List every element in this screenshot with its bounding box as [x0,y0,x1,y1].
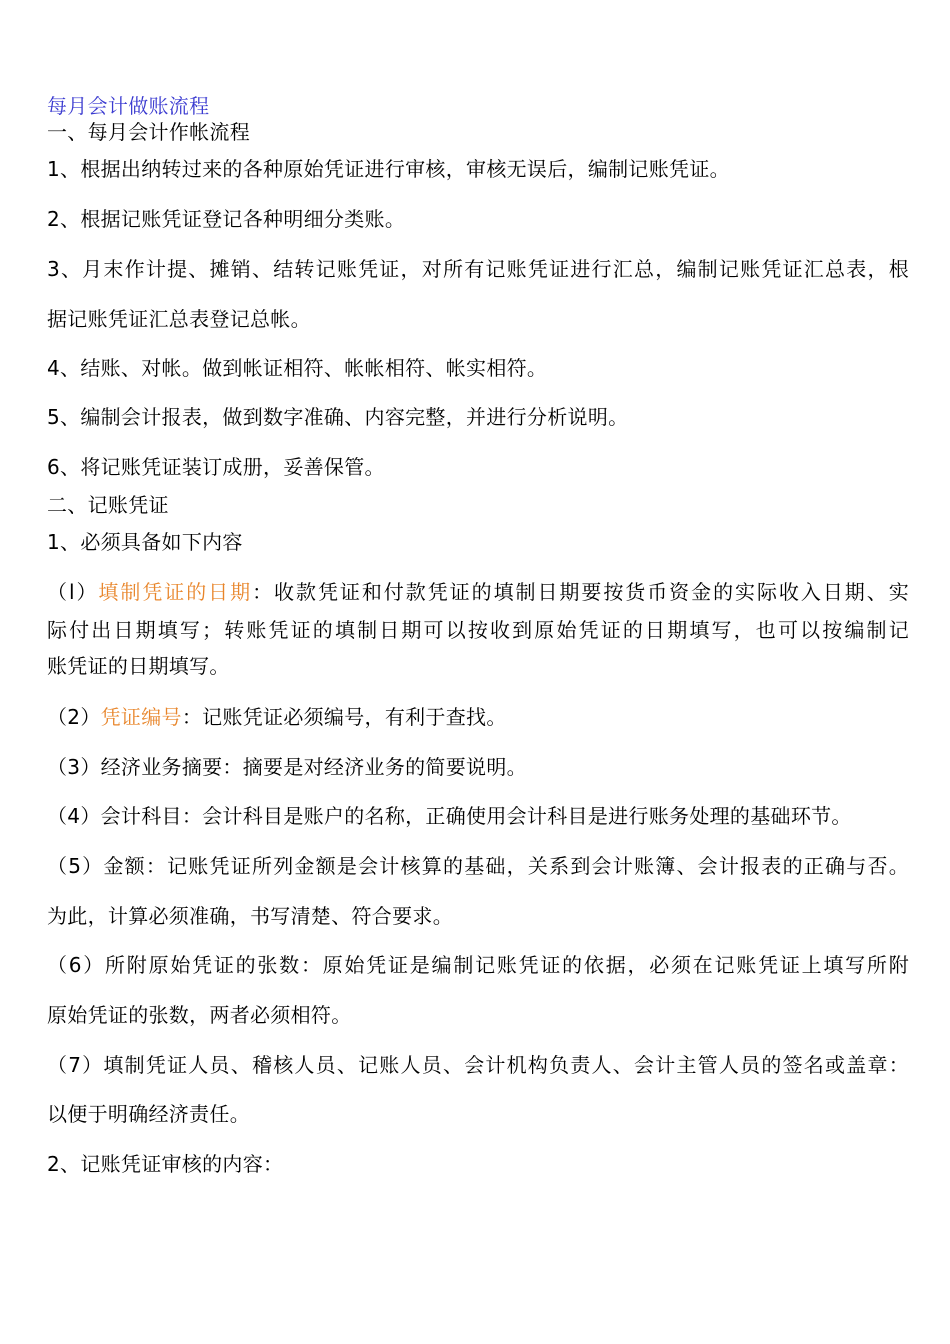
list-item-5: 5、编制会计报表，做到数字准确、内容完整，并进行分析说明。 [47,405,629,429]
paragraph-4: （4）会计科目：会计科目是账户的名称，正确使用会计科目是进行账务处理的基础环节。 [47,804,852,828]
paragraph-1-line-2: 际付出日期填写；转账凭证的填制日期可以按收到原始凭证的日期填写，也可以按编制记 [47,618,909,642]
paragraph-7-line-2: 以便于明确经济责任。 [47,1102,250,1126]
list-item-3-line-2: 据记账凭证汇总表登记总帐。 [47,307,311,331]
subheading-1: 1、必须具备如下内容 [47,530,243,554]
paragraph-2-prefix: （2） [47,705,101,729]
subheading-2: 2、记账凭证审核的内容： [47,1152,284,1176]
paragraph-1-line-1 [47,580,909,604]
paragraph-6-line-1: （6）所附原始凭证的张数：原始凭证是编制记账凭证的依据，必须在记账凭证上填写所附 [47,953,909,977]
paragraph-7-line-1: （7）填制凭证人员、稽核人员、记账人员、会计机构负责人、会计主管人员的签名或盖章： [47,1053,909,1077]
paragraph-5-line-2: 为此，计算必须准确，书写清楚、符合要求。 [47,904,453,928]
list-item-4: 4、结账、对帐。做到帐证相符、帐帐相符、帐实相符。 [47,356,548,380]
highlight-fill-date: 填制凭证的日期 [98,580,253,604]
paragraph-2-text: ：记账凭证必须编号，有利于查找。 [181,705,507,729]
list-item-1: 1、根据出纳转过来的各种原始凭证进行审核，审核无误后，编制记账凭证。 [47,157,730,181]
list-item-3-line-1: 3、月末作计提、摊销、结转记账凭证，对所有记账凭证进行汇总，编制记账凭证汇总表，根 [47,257,909,281]
paragraph-5-line-1: （5）金额：记账凭证所列金额是会计核算的基础，关系到会计账簿、会计报表的正确与否。 [47,854,909,878]
list-item-6: 6、将记账凭证装订成册，妥善保管。 [47,455,385,479]
paragraph-1-prefix: （l） [47,580,99,604]
paragraph-1-line-3: 账凭证的日期填写。 [47,654,230,678]
paragraph-2 [47,705,909,729]
highlight-voucher-number: 凭证编号 [100,705,182,729]
paragraph-3: （3）经济业务摘要：摘要是对经济业务的简要说明。 [47,755,527,779]
paragraph-6-line-2: 原始凭证的张数，两者必须相符。 [47,1003,352,1027]
section-heading-1: 一、每月会计作帐流程 [47,120,250,144]
paragraph-1-text: ：收款凭证和付款凭证的填制日期要按货币资金的实际收入日期、实 [252,580,909,604]
section-heading-2: 二、记账凭证 [47,493,169,517]
document-title: 每月会计做账流程 [47,94,210,118]
list-item-2: 2、根据记账凭证登记各种明细分类账。 [47,207,406,231]
